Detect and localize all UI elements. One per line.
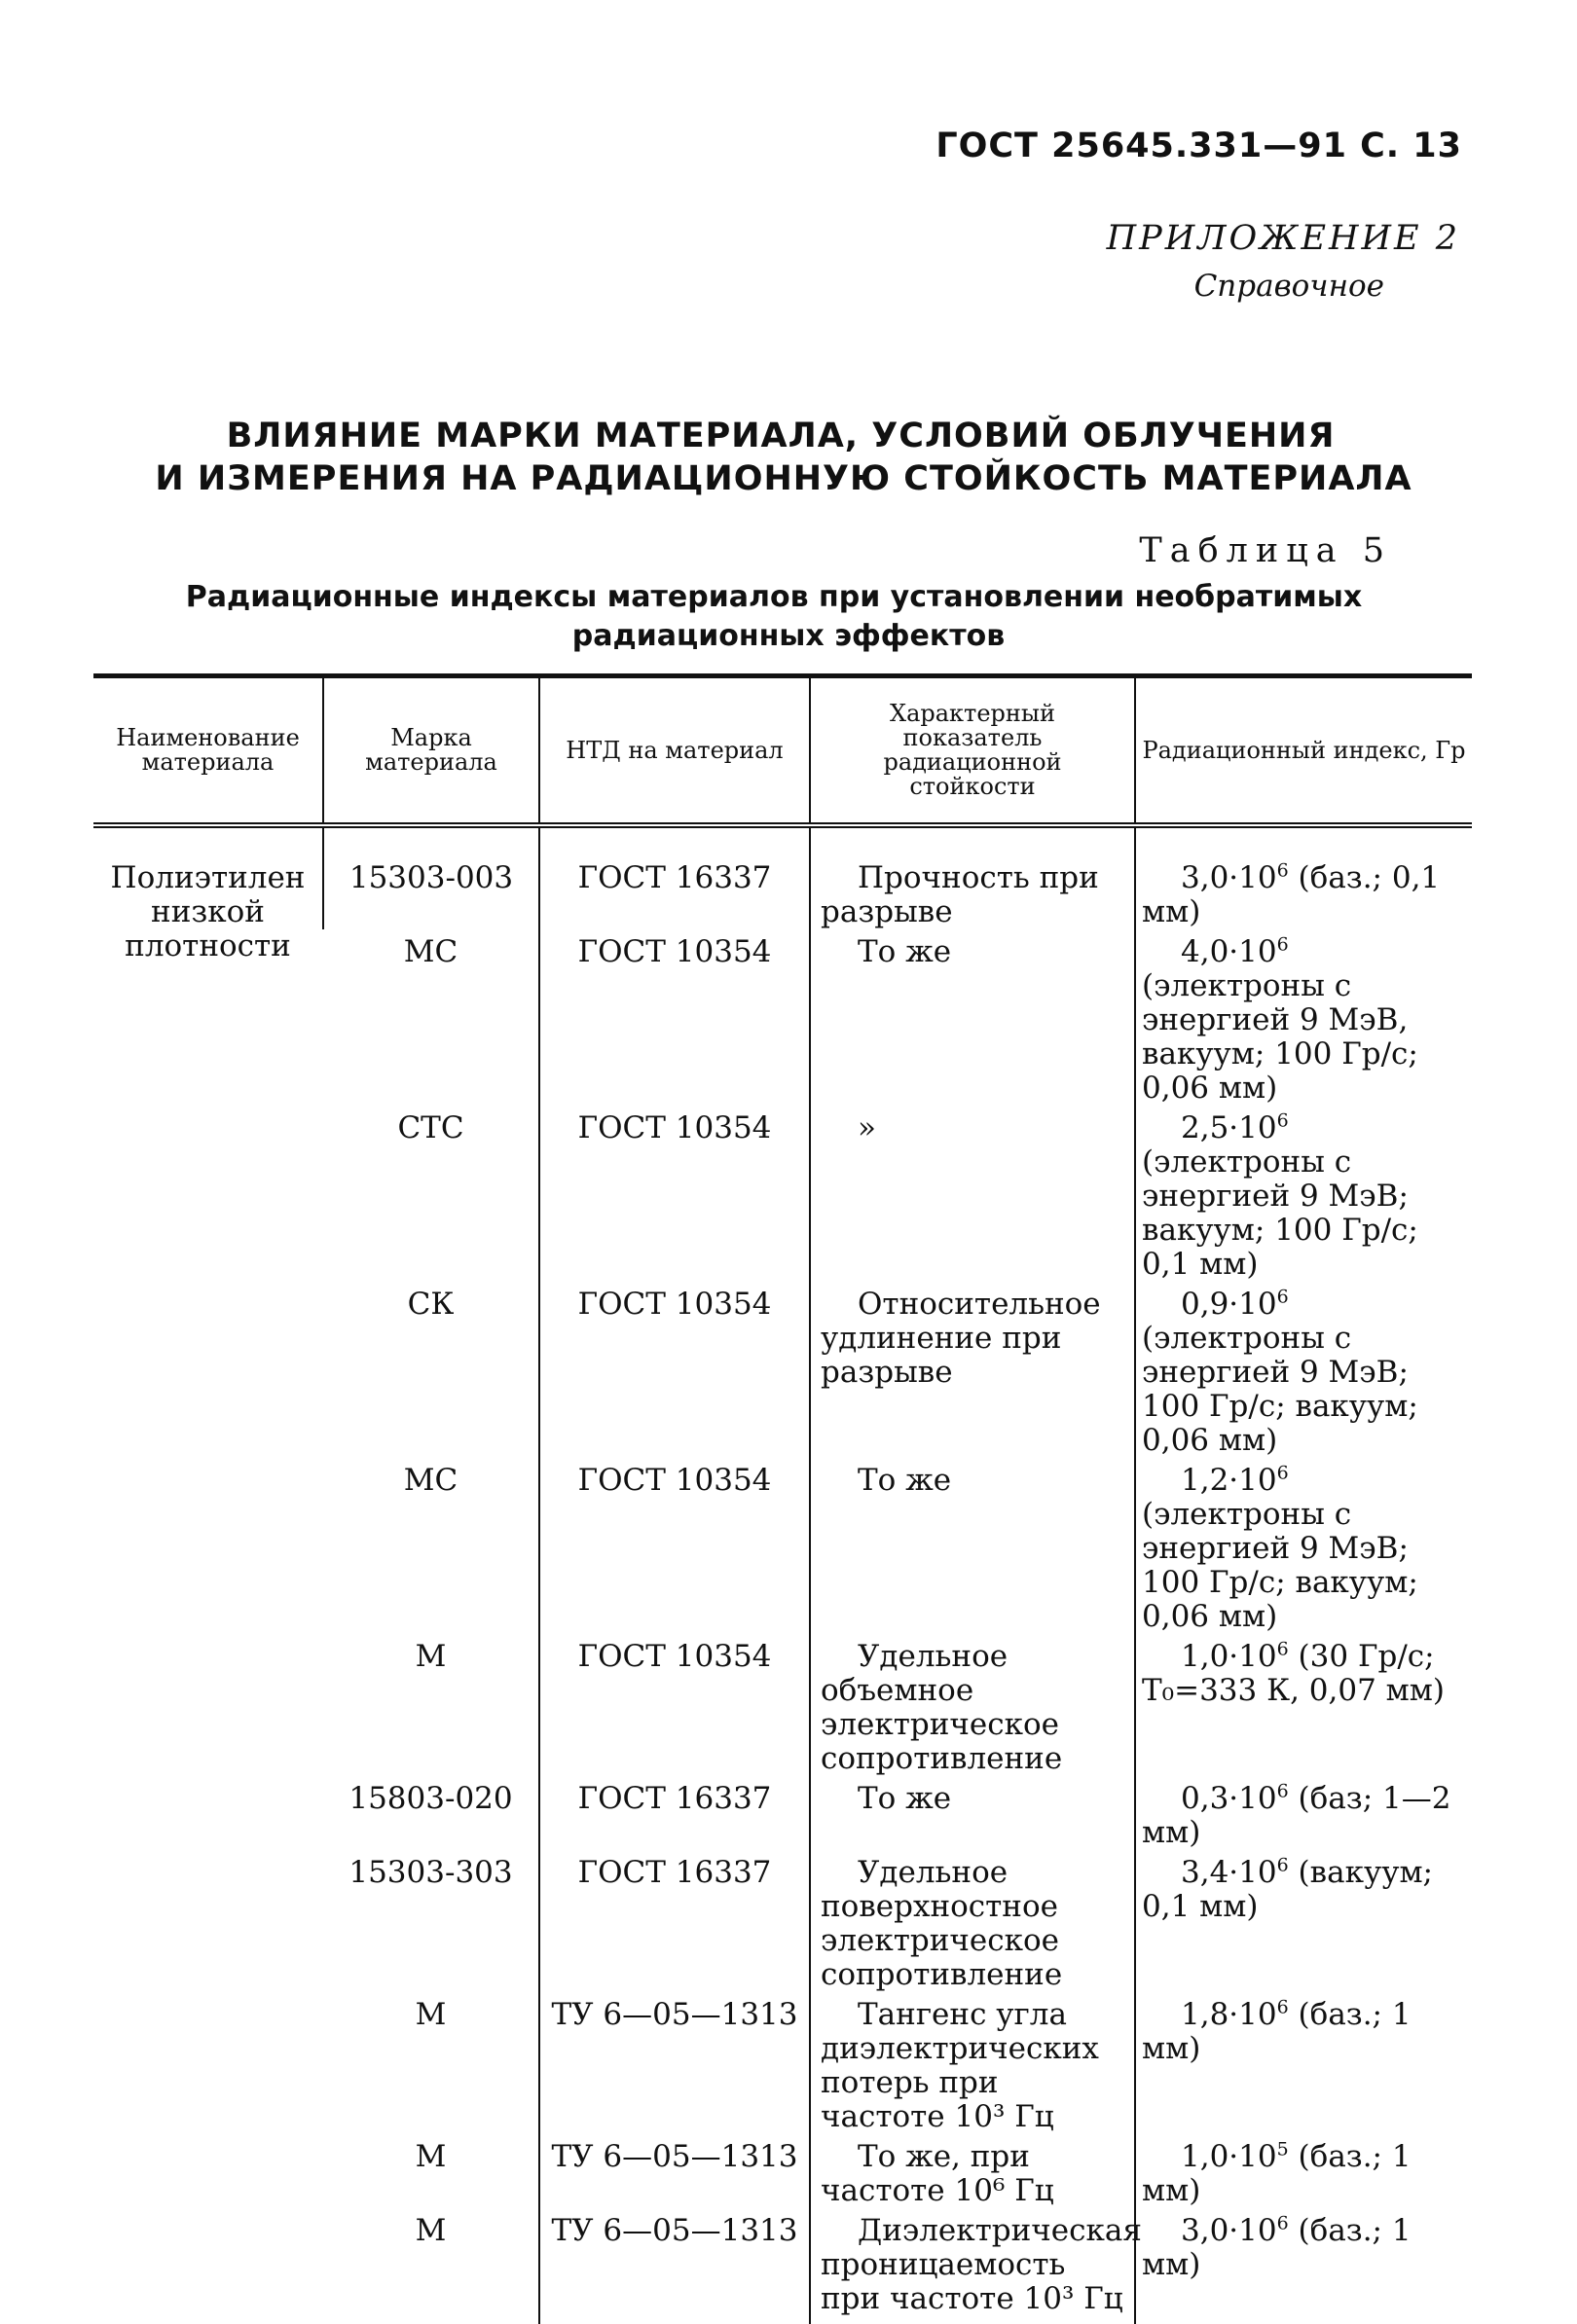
characteristic-cell — [810, 1634, 1135, 1776]
index-conditions: (баз.; 1 мм) — [1142, 1997, 1412, 2066]
index-value: 3,0·10 — [1181, 2213, 1277, 2248]
radiation-index-cell — [1135, 2134, 1472, 2208]
index-conditions: (баз.; 0,1 мм) — [1142, 860, 1441, 929]
index-conditions: (электроны с энергией 9 МэВ; 100 Гр/с; вакуум; 0,06 мм) — [1142, 1321, 1418, 1458]
table-caption-line-2: радиационных эффектов — [571, 619, 1006, 653]
characteristic-text: Удельное поверхностное электрическое сопротивление — [821, 1855, 1063, 1992]
material-mark-cell: М — [415, 2139, 447, 2174]
index-exponent: 5 — [1276, 2138, 1289, 2161]
index-conditions: (баз; 1—2 мм) — [1142, 1781, 1451, 1850]
index-exponent: 6 — [1276, 1462, 1289, 1484]
table-number: Таблица 5 — [1139, 531, 1392, 570]
ntd-cell: ГОСТ 16337 — [539, 1776, 810, 1850]
index-value: 1,0·10 — [1181, 1639, 1277, 1674]
appendix-number: ПРИЛОЖЕНИЕ 2 — [1106, 219, 1460, 258]
radiation-index-cell — [1135, 1992, 1472, 2134]
ntd-cell: ТУ 6—05—1313 — [539, 2208, 810, 2324]
material-mark-cell: СК — [407, 1287, 455, 1322]
material-mark-cell: М — [415, 2213, 447, 2248]
radiation-index-cell — [1135, 1634, 1472, 1776]
index-conditions: (баз.; 1 мм) — [1142, 2213, 1412, 2282]
ntd-cell: ГОСТ 10354 — [539, 1458, 810, 1634]
index-exponent: 6 — [1276, 859, 1289, 882]
radiation-index-cell — [1135, 1776, 1472, 1850]
material-mark-cell: МС — [403, 1463, 458, 1498]
radiation-index-cell — [1135, 1458, 1472, 1634]
radiation-index-cell — [1135, 929, 1472, 1106]
characteristic-cell — [810, 1282, 1135, 1458]
characteristic-text: Прочность при разрыве — [821, 860, 1099, 929]
index-conditions: (электроны с энергией 9 МэВ; 100 Гр/с; вакуум; 0,06 мм) — [1142, 1497, 1418, 1634]
column-header-material: Наименование материала — [116, 724, 300, 776]
ntd-cell: ГОСТ 10354 — [539, 1634, 810, 1776]
ntd-cell: ГОСТ 10354 — [539, 1282, 810, 1458]
index-conditions: (электроны с энергией 9 МэВ; вакуум; 100 Гр/с; 0,1 мм) — [1142, 1144, 1418, 1282]
characteristic-text: То же — [858, 1463, 952, 1498]
characteristic-text: » — [858, 1110, 876, 1145]
table-caption-line-1: Радиационные индексы материалов при установлении необратимых — [185, 580, 1363, 614]
ntd-cell: ТУ 6—05—1313 — [539, 2134, 810, 2208]
characteristic-cell — [810, 1992, 1135, 2134]
characteristic-cell — [810, 2208, 1142, 2324]
ntd-cell: ТУ 6—05—1313 — [539, 1992, 810, 2134]
characteristic-cell — [810, 2134, 1135, 2208]
characteristic-cell — [810, 1776, 1135, 1850]
index-exponent: 6 — [1276, 1638, 1289, 1660]
radiation-index-cell — [1135, 2208, 1472, 2324]
document-title-line-1: ВЛИЯНИЕ МАРКИ МАТЕРИАЛА, УСЛОВИЙ ОБЛУЧЕНИЯ — [226, 417, 1336, 455]
characteristic-text: Удельное объемное электрическое сопротивление — [821, 1639, 1063, 1776]
index-value: 1,2·10 — [1181, 1463, 1277, 1498]
index-conditions: (вакуум; 0,1 мм) — [1142, 1855, 1433, 1924]
characteristic-text: Относительное удлинение при разрыве — [821, 1287, 1101, 1390]
material-mark-cell: МС — [403, 934, 458, 969]
characteristic-cell — [810, 929, 1135, 1106]
index-exponent: 6 — [1276, 1854, 1289, 1876]
material-mark-cell: СТС — [397, 1110, 464, 1145]
column-header-mark: Марка материала — [323, 678, 539, 825]
characteristic-text: То же — [858, 1781, 952, 1816]
index-exponent: 6 — [1276, 1109, 1289, 1132]
index-value: 0,3·10 — [1181, 1781, 1277, 1816]
index-exponent: 6 — [1276, 933, 1289, 956]
index-value: 4,0·10 — [1181, 934, 1277, 969]
material-mark-cell: 15803-020 — [348, 1781, 513, 1816]
index-exponent: 6 — [1276, 2212, 1289, 2234]
index-value: 1,8·10 — [1181, 1997, 1277, 2032]
ntd-cell: ГОСТ 10354 — [539, 929, 810, 1106]
radiation-index-cell — [1135, 825, 1472, 929]
appendix-note: Справочное — [1193, 269, 1384, 304]
radiation-index-cell — [1135, 1106, 1472, 1282]
table-header-row — [93, 678, 1472, 825]
index-value: 1,0·10 — [1181, 2139, 1277, 2174]
material-mark-cell: М — [415, 1639, 447, 1674]
characteristic-cell — [810, 1458, 1135, 1634]
material-mark-cell: 15303-303 — [348, 1855, 513, 1890]
characteristic-text: Тангенс угла диэлектрических потерь при частоте 10³ Гц — [821, 1997, 1099, 2134]
column-header-radiation-index: Радиационный индекс, Гр — [1135, 678, 1472, 825]
radiation-index-table — [93, 673, 1472, 2324]
material-mark-cell: 15303-003 — [323, 825, 539, 929]
ntd-cell: ГОСТ 10354 — [539, 1106, 810, 1282]
document-title-line-2: И ИЗМЕРЕНИЯ НА РАДИАЦИОННУЮ СТОЙКОСТЬ МАТЕРИАЛА — [155, 459, 1412, 498]
column-header-characteristic: Характерный показатель радиационной стойкости — [810, 678, 1135, 825]
index-value: 3,0·10 — [1181, 860, 1277, 895]
characteristic-cell — [810, 1106, 1135, 1282]
index-value: 3,4·10 — [1181, 1855, 1277, 1890]
index-value: 0,9·10 — [1181, 1287, 1277, 1322]
index-value: 2,5·10 — [1181, 1110, 1277, 1145]
index-exponent: 6 — [1276, 1286, 1289, 1308]
characteristic-text: Диэлектрическая проницаемость при частоте 10³ Гц — [821, 2213, 1142, 2316]
index-exponent: 6 — [1276, 1996, 1289, 2018]
standard-reference: ГОСТ 25645.331—91 С. 13 — [935, 127, 1462, 165]
ntd-cell: ГОСТ 16337 — [539, 1850, 810, 1992]
characteristic-cell — [810, 825, 1135, 929]
index-exponent: 6 — [1276, 1780, 1289, 1802]
characteristic-text: То же — [858, 934, 952, 969]
index-conditions: (электроны с энергией 9 МэВ, вакуум; 100 Гр/с; 0,06 мм) — [1142, 968, 1418, 1106]
index-conditions: (баз.; 1 мм) — [1142, 2139, 1412, 2208]
column-header-ntd: НТД на материал — [539, 678, 810, 825]
table-row — [93, 825, 1472, 929]
radiation-index-cell — [1135, 1850, 1472, 1992]
characteristic-text: То же, при частоте 10⁶ Гц — [821, 2139, 1054, 2208]
index-conditions: (30 Гр/с; T₀=333 К, 0,07 мм) — [1142, 1639, 1445, 1708]
ntd-cell: ГОСТ 16337 — [539, 825, 810, 929]
material-name-cell: Полиэтилен низкой плотности — [110, 860, 306, 963]
table-body — [93, 825, 1472, 2324]
characteristic-cell — [810, 1850, 1135, 1992]
radiation-index-cell — [1135, 1282, 1472, 1458]
material-mark-cell: М — [415, 1997, 447, 2032]
